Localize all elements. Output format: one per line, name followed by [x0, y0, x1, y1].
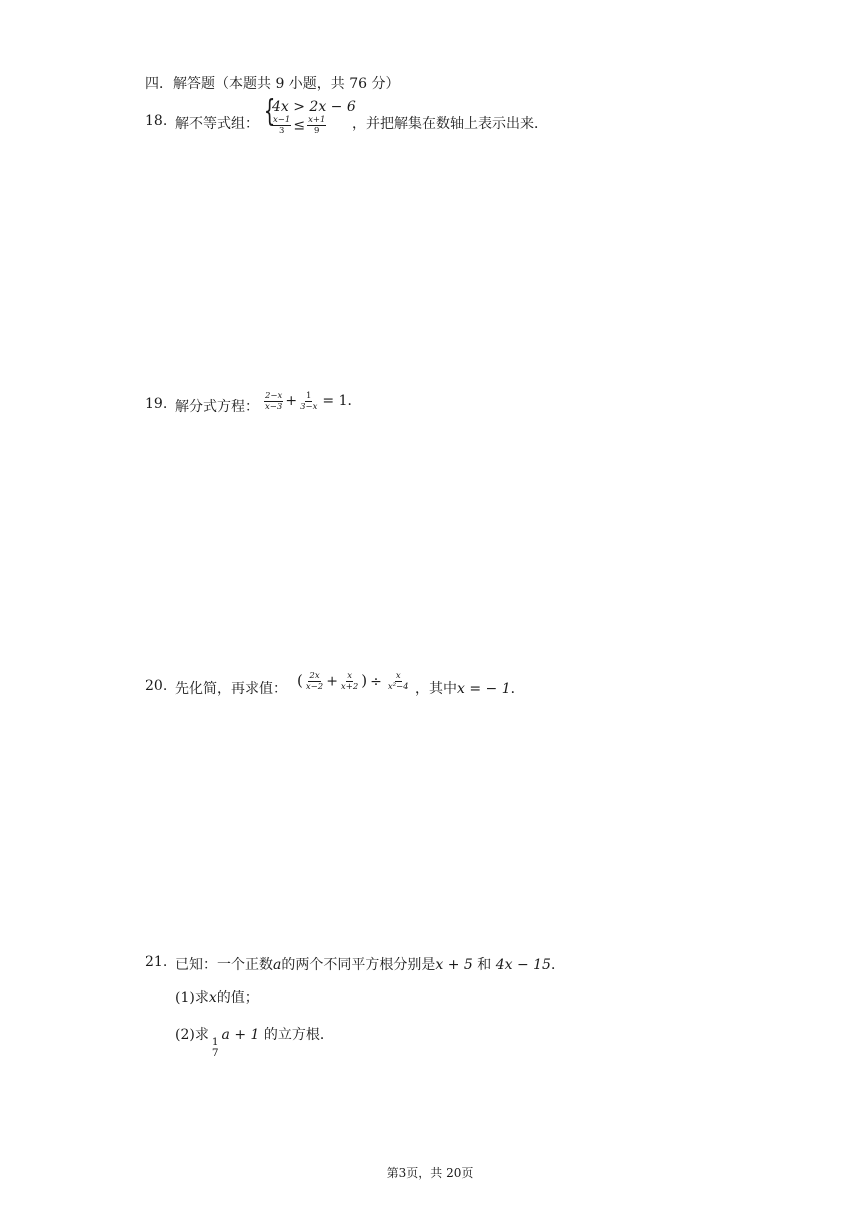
- page-footer: 第3页，共 20页: [386, 1166, 474, 1180]
- question-18-number: 18.: [145, 113, 168, 129]
- condition-value: x = − 1: [457, 681, 511, 697]
- root-expression-1: x + 5: [435, 957, 473, 973]
- close-paren: ): [361, 671, 368, 690]
- fraction-numerator: x: [347, 671, 352, 681]
- equation-rhs: = 1: [322, 393, 348, 409]
- question-19-suffix: ．: [347, 393, 362, 409]
- fraction-numerator: x+1: [308, 115, 326, 125]
- fraction-denominator: x−2: [305, 682, 324, 692]
- and-text: 和: [472, 957, 496, 973]
- fraction-denominator: 3−x: [300, 401, 318, 412]
- root-expression-2: 4x − 15: [495, 957, 551, 973]
- inequality-line-1: 4x > 2x − 6: [272, 99, 356, 115]
- part-label: (1)求: [175, 990, 209, 1006]
- fraction-numerator: 2−x: [265, 390, 283, 401]
- stem-text: 已知：一个正数: [175, 957, 273, 973]
- fraction-numerator: 1: [306, 390, 312, 401]
- fraction-numerator: x: [395, 671, 401, 681]
- fraction-denominator: x²−4: [387, 682, 409, 692]
- plus-symbol: +: [285, 393, 298, 409]
- stem-text: 的两个不同平方根分别是: [281, 957, 436, 973]
- fraction-equation: [262, 390, 361, 412]
- plus-symbol: +: [326, 673, 338, 690]
- variable-x: x: [208, 990, 217, 1006]
- question-21-part-1: [175, 987, 259, 1007]
- brace-icon: {: [263, 94, 276, 129]
- part-text: 的立方根．: [259, 1027, 334, 1043]
- stem-end: ．: [550, 957, 565, 973]
- fraction-denominator: 7: [211, 1047, 219, 1059]
- part-label: (2)求: [175, 1027, 209, 1043]
- part-expression: a + 1: [221, 1027, 260, 1043]
- question-20-prefix: 先化简，再求值：: [175, 681, 287, 697]
- fraction-denominator: 9: [314, 126, 320, 136]
- fraction-numerator: x−1: [273, 115, 291, 125]
- question-21-number: 21.: [145, 954, 168, 970]
- fraction-numerator: 1: [211, 1036, 219, 1048]
- fraction-denominator: x−3: [265, 401, 283, 412]
- question-18-prefix: 解不等式组：: [175, 116, 259, 132]
- simplify-expression: [297, 671, 412, 692]
- divide-symbol: ÷: [370, 673, 382, 690]
- condition-label: ，其中: [415, 681, 457, 697]
- question-18-suffix: ，并把解集在数轴上表示出来．: [352, 116, 548, 132]
- variable-a: a: [273, 957, 282, 973]
- fraction-numerator: 2x: [309, 671, 320, 681]
- relation-symbol: ≤: [293, 117, 306, 134]
- section-heading: 四．解答题（本题共 9 小题，共 76 分）: [145, 76, 400, 92]
- part-text: 的值；: [216, 990, 259, 1006]
- open-paren: (: [297, 671, 303, 690]
- question-21-part-2: [175, 1024, 334, 1059]
- fraction-denominator: x+2: [340, 682, 359, 692]
- question-20-condition: [415, 678, 525, 698]
- question-20-suffix: ．: [510, 681, 525, 697]
- fraction-denominator: 3: [278, 126, 285, 136]
- inequality-line-2: [270, 115, 328, 136]
- question-20-number: 20.: [145, 678, 168, 694]
- question-19-prefix: 解分式方程：: [175, 399, 259, 415]
- question-19-number: 19.: [145, 396, 168, 412]
- question-21-stem: [175, 954, 565, 974]
